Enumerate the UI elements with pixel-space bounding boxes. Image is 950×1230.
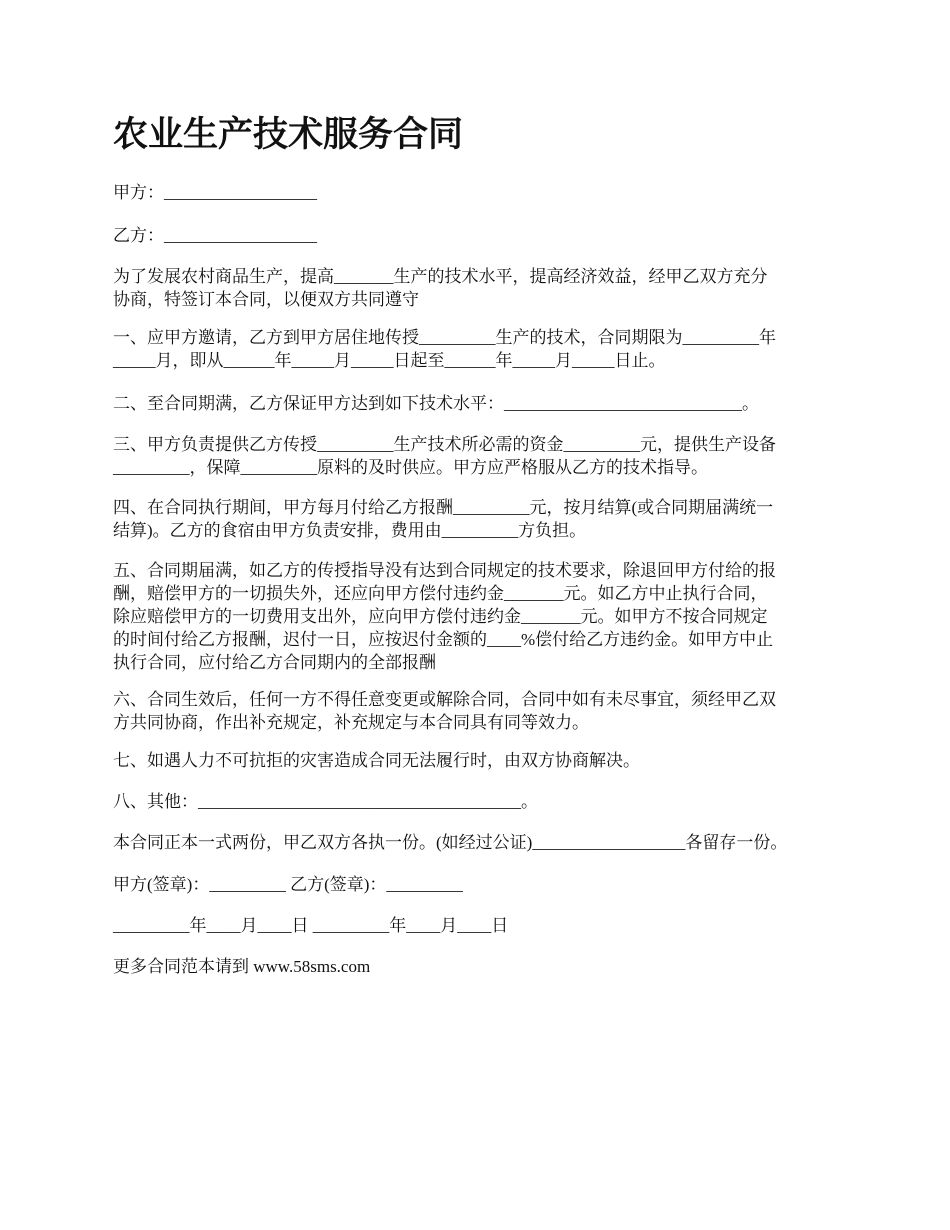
signature-line: 甲方(签章)：_________ 乙方(签章)：_________ (113, 875, 463, 894)
clause-2-line-1: 二、至合同期满，乙方保证甲方达到如下技术水平：____________________________。 (113, 394, 759, 413)
clause-5-line-5: 执行合同，应付给乙方合同期内的全部报酬 (113, 653, 436, 672)
clause-7-paragraph (113, 749, 640, 772)
date-line: _________年____月____日 _________年____月____日 (113, 916, 509, 935)
clause-1-line-1: 一、应甲方邀请，乙方到甲方居住地传授_________生产的技术，合同期限为_________年 (113, 328, 776, 347)
preamble-paragraph (113, 265, 768, 311)
clause-3-line-2: _________，保障_________原料的及时供应。甲方应严格服从乙方的技术指导。 (113, 458, 708, 477)
clause-1-line-2: _____月，即从______年_____月_____日起至______年_____月_____日止。 (113, 351, 666, 370)
clause-4-paragraph (113, 496, 773, 542)
copies-paragraph: 本合同正本一式两份，甲乙双方各执一份。(如经过公证)__________________各留存一份。 (113, 833, 788, 852)
document-title: 农业生产技术服务合同 (113, 115, 464, 154)
party-a-line: 甲方：__________________ (113, 183, 317, 202)
preamble-line-2: 协商，特签订本合同，以便双方共同遵守 (113, 290, 419, 309)
clause-5-paragraph (113, 559, 776, 674)
clause-3-paragraph (113, 433, 776, 479)
clause-4-line-2: 结算)。乙方的食宿由甲方负责安排，费用由_________方负担。 (113, 521, 587, 540)
clause-2-paragraph (113, 392, 759, 415)
clause-3-line-1: 三、甲方负责提供乙方传授_________生产技术所必需的资金_________元，提供生产设备 (113, 435, 776, 454)
clause-6-line-2: 方共同协商，作出补充规定，补充规定与本合同具有同等效力。 (113, 713, 589, 732)
footer-note: 更多合同范本请到 www.58sms.com (113, 957, 371, 976)
clause-8-paragraph (113, 790, 538, 813)
preamble-line-1: 为了发展农村商品生产，提高_______生产的技术水平，提高经济效益，经甲乙双方充分 (113, 267, 768, 286)
clause-5-line-3: 除应赔偿甲方的一切费用支出外，应向甲方偿付违约金_______元。如甲方不按合同规定 (113, 607, 768, 626)
party-b-line: 乙方：__________________ (113, 226, 317, 245)
clause-1-paragraph (113, 326, 776, 372)
clause-5-line-4: 的时间付给乙方报酬，迟付一日，应按迟付金额的____%偿付给乙方违约金。如甲方中止 (113, 630, 774, 649)
clause-6-line-1: 六、合同生效后，任何一方不得任意变更或解除合同，合同中如有未尽事宜，须经甲乙双 (113, 690, 776, 709)
clause-4-line-1: 四、在合同执行期间，甲方每月付给乙方报酬_________元，按月结算(或合同期届满统一 (113, 498, 774, 517)
clause-5-line-2: 酬，赔偿甲方的一切损失外，还应向甲方偿付违约金_______元。如乙方中止执行合同， (113, 584, 768, 603)
clause-5-line-1: 五、合同期届满，如乙方的传授指导没有达到合同规定的技术要求，除退回甲方付给的报 (113, 561, 776, 580)
clause-6-paragraph (113, 688, 776, 734)
clause-8-line-1: 八、其他：______________________________________。 (113, 792, 538, 811)
clause-7-line-1: 七、如遇人力不可抗拒的灾害造成合同无法履行时，由双方协商解决。 (113, 751, 640, 770)
